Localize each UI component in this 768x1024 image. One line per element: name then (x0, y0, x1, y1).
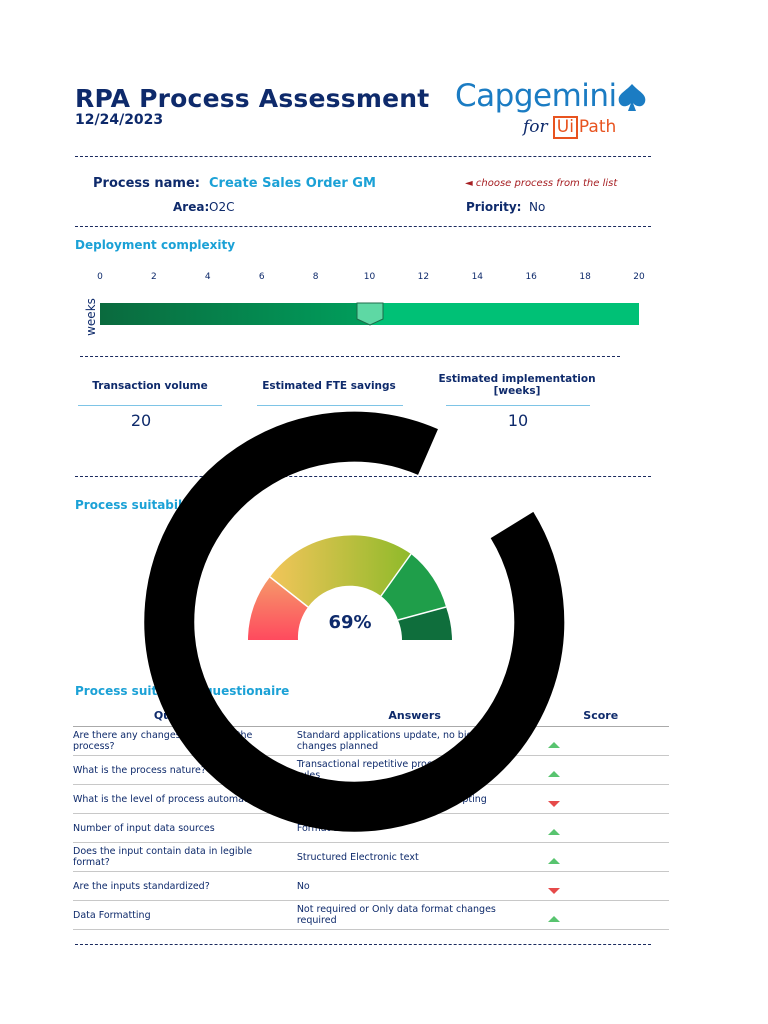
score-cell (532, 901, 669, 930)
axis-tick-label: 14 (471, 272, 484, 282)
question-cell: Data Formatting (73, 901, 297, 930)
axis-tick-label: 20 (633, 272, 645, 282)
question-cell: Does the input contain data in legible format? (73, 843, 297, 872)
divider (80, 356, 620, 357)
capgemini-uipath-logo (455, 78, 617, 139)
question-cell: Are there any changes planned in the process? (73, 727, 297, 756)
priority-label: Priority: (466, 200, 522, 214)
answer-cell: No (297, 872, 533, 901)
kpi-fte-savings-label: Estimated FTE savings (262, 380, 396, 392)
score-cell (532, 843, 669, 872)
score-up-icon (548, 829, 560, 835)
score-cell (532, 814, 669, 843)
process-hint: ◄ choose process from the list (465, 178, 618, 189)
kpi-implementation-value: 10 (507, 411, 529, 430)
question-cell: Are the inputs standardized? (73, 872, 297, 901)
answer-cell: Process already includes some scripting (297, 785, 533, 814)
axis-tick-label: 12 (417, 272, 430, 282)
table-row (73, 756, 669, 785)
logo-for-text: for (523, 117, 548, 137)
kpi-fte-savings-value: 1.0 (317, 411, 343, 430)
uipath-logo (553, 116, 617, 139)
score-cell (532, 756, 669, 785)
answer-cell: Standard applications update, no big process changes planned (297, 727, 533, 756)
axis-tick-label: 0 (97, 272, 103, 282)
process-name-value[interactable]: Create Sales Order GM (209, 176, 376, 191)
kpi-underline (78, 405, 222, 406)
kpi-underline (257, 405, 403, 406)
axis-tick-label: 4 (204, 272, 211, 282)
page-title: RPA Process Assessment (75, 84, 430, 113)
deployment-marker-icon (356, 302, 384, 326)
axis-tick-label: 8 (312, 272, 319, 282)
answer-cell: Transactional repetitive process with simple rules (297, 756, 533, 785)
answer-cell: Not required or Only data format changes required (297, 901, 533, 930)
area-value: O2C (209, 200, 235, 214)
question-cell: What is the process nature? (73, 756, 297, 785)
table-row (73, 872, 669, 901)
process-suitability-title: Process suitability (75, 498, 200, 512)
axis-tick-label: 18 (579, 272, 591, 282)
deployment-complexity-title: Deployment complexity (75, 238, 236, 252)
questionnaire-title: Process suitability questionaire (75, 684, 290, 698)
score-down-icon (548, 801, 560, 807)
deployment-bar-fill (100, 303, 370, 325)
divider (75, 226, 651, 227)
score-up-icon (548, 858, 560, 864)
axis-tick-label: 2 (151, 272, 157, 282)
kpi-implementation-label: Estimated implementation [weeks] (438, 373, 596, 397)
spade-icon (615, 82, 649, 112)
answer-cell: Format Based (297, 814, 533, 843)
column-header-answers: Answers (297, 704, 533, 727)
score-down-icon (548, 888, 560, 894)
gauge-value: 69% (328, 612, 372, 633)
questionnaire-body (73, 727, 669, 930)
divider (75, 156, 651, 157)
kpi-transaction-volume-label: Transaction volume (92, 380, 208, 392)
score-up-icon (548, 771, 560, 777)
divider (75, 944, 651, 945)
table-row (73, 785, 669, 814)
deployment-bar (100, 303, 639, 325)
score-cell (532, 785, 669, 814)
priority-value: No (529, 200, 546, 214)
axis-tick-label: 16 (525, 272, 537, 282)
score-cell (532, 872, 669, 901)
table-row (73, 843, 669, 872)
answer-cell: Structured Electronic text (297, 843, 533, 872)
kpi-underline (446, 405, 590, 406)
question-cell: What is the level of process automation? (73, 785, 297, 814)
logo-ui-text: Ui (553, 116, 578, 139)
score-up-icon (548, 742, 560, 748)
axis-tick-label: 10 (363, 272, 376, 282)
area-label: Area: (173, 200, 210, 214)
kpi-transaction-volume-value: 20 (130, 411, 152, 430)
table-row (73, 901, 669, 930)
weeks-axis-label: weeks (84, 298, 98, 336)
score-cell (532, 727, 669, 756)
axis-tick-label: 6 (258, 272, 265, 282)
score-up-icon (548, 916, 560, 922)
questionnaire-table (73, 704, 669, 930)
process-name-label: Process name: (93, 176, 200, 191)
table-row (73, 814, 669, 843)
question-cell: Number of input data sources (73, 814, 297, 843)
divider (75, 476, 651, 477)
logo-path-text: Path (578, 117, 617, 137)
column-header-score: Score (532, 704, 669, 727)
logo-capgemini-text: Capgemini (455, 78, 617, 114)
column-header-questions: Questions (73, 704, 297, 727)
deployment-axis-ticks (0, 272, 768, 286)
assessment-date: 12/24/2023 (75, 112, 164, 128)
table-row (73, 727, 669, 756)
